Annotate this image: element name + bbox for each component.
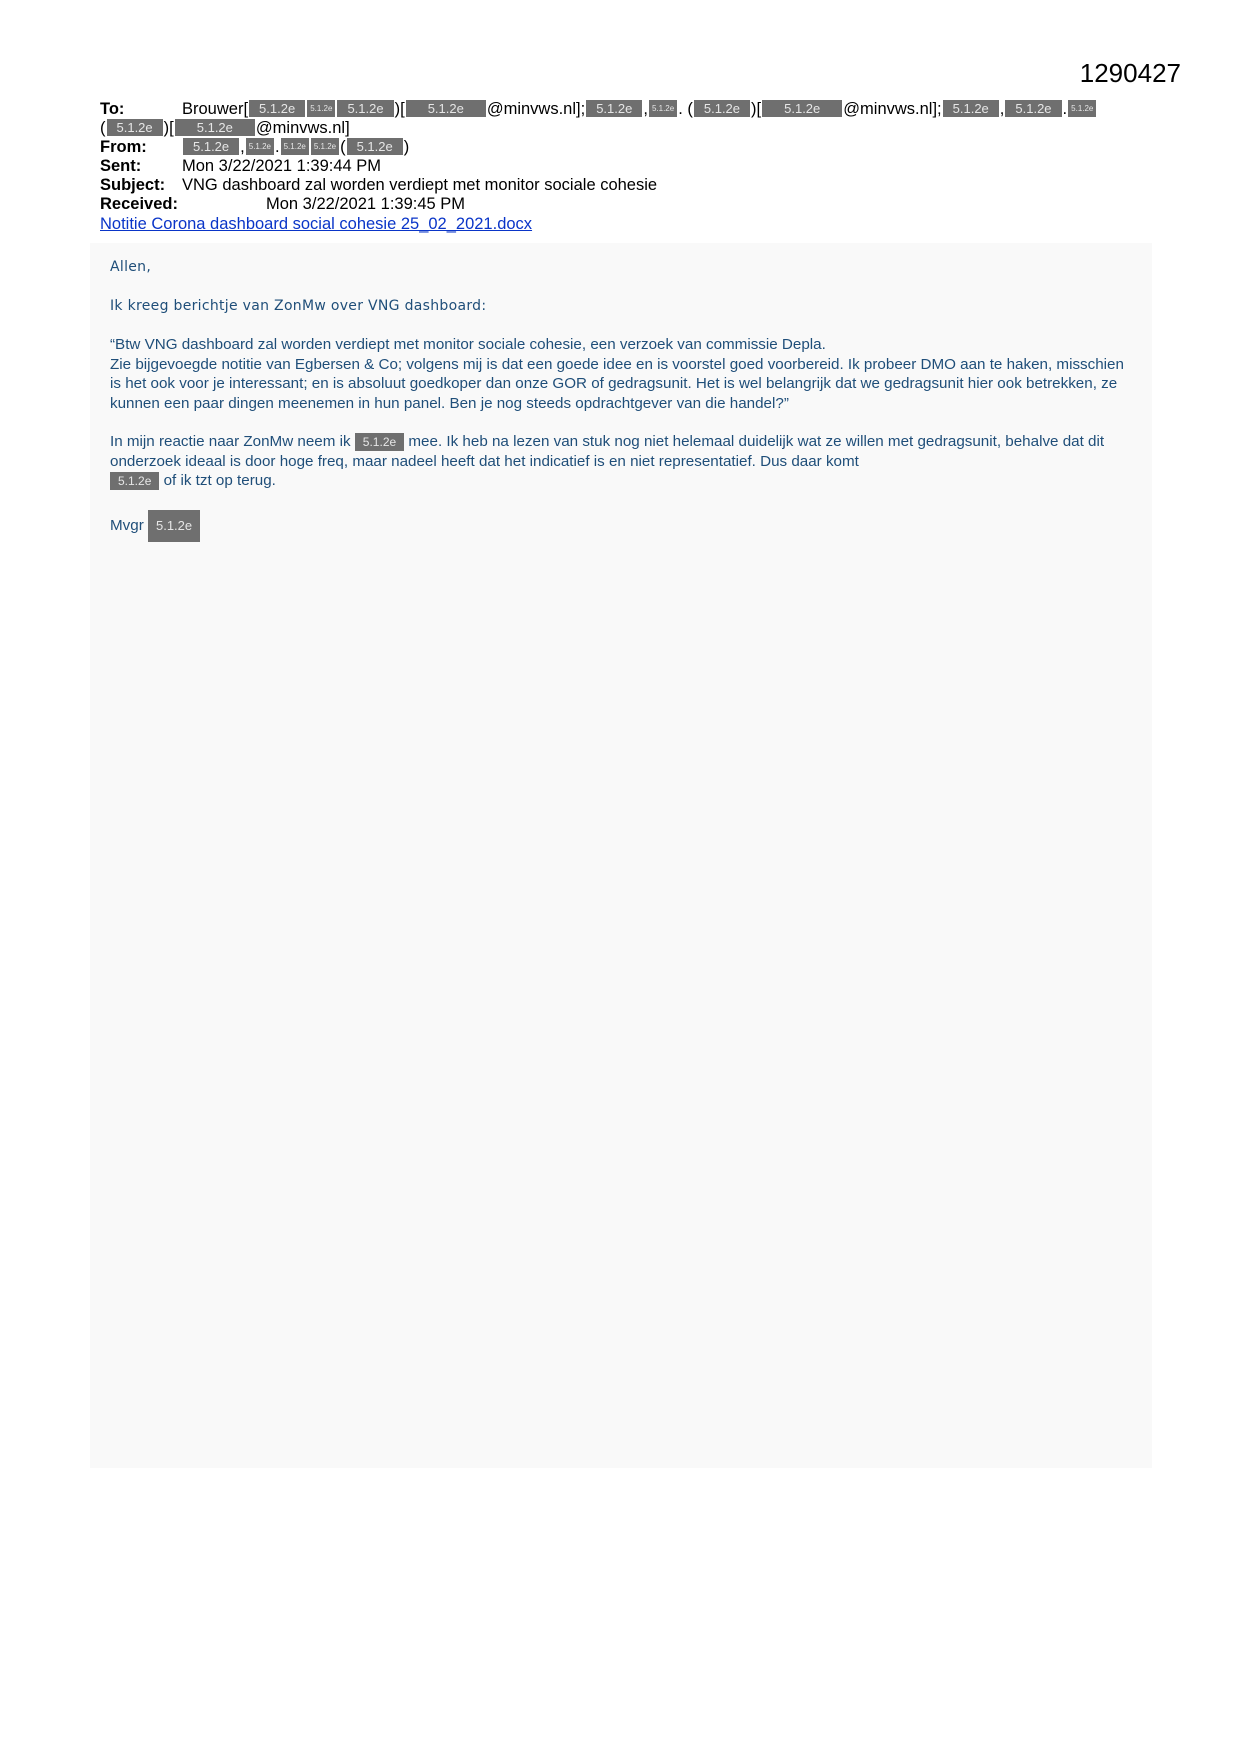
from-text: ( (340, 138, 346, 156)
to-text: . ( (678, 100, 693, 118)
subject-label: Subject: (100, 176, 166, 194)
to-text: @minvws.nl]; (486, 100, 586, 118)
redaction-box: 5.1.2e (110, 472, 159, 490)
subject-value: VNG dashboard zal worden verdiept met monitor sociale cohesie (182, 176, 658, 194)
attachment-row (100, 214, 1140, 234)
to-text: )[ (394, 100, 405, 118)
redaction-box: 5.1.2e (355, 433, 404, 451)
message-body (110, 258, 1130, 561)
to-text: Brouwer[ (182, 100, 249, 118)
from-label: From: (100, 138, 147, 156)
from-text: . (275, 138, 280, 156)
reaction-text: In mijn reactie naar ZonMw neem ik (110, 433, 351, 450)
subject-row (100, 176, 1140, 195)
closing-text: Mvgr (110, 516, 144, 534)
quoted-message (110, 335, 1130, 413)
to-row-continued (100, 119, 1140, 138)
reaction-text: mee. Ik heb na lezen van stuk nog niet helemaal duidelijk wat ze willen met gedragsunit, behalve dat dit onderzoek ideaal is door hoge freq, maar nadeel heeft dat het indicatief is en niet representatief. Dus daar komt (110, 433, 1105, 470)
redaction-box: 5.1.2e (183, 138, 239, 155)
to-text: , (999, 100, 1005, 118)
sent-value: Mon 3/22/2021 1:39:44 PM (182, 157, 382, 175)
to-label: To: (100, 100, 125, 118)
received-value: Mon 3/22/2021 1:39:45 PM (266, 195, 466, 213)
redaction-box: 5.1.2e (943, 100, 999, 117)
from-row (100, 138, 1140, 157)
redaction-box: 5.1.2e (762, 100, 842, 117)
reaction-paragraph (110, 432, 1130, 491)
redaction-box: 5.1.2e (694, 100, 750, 117)
to-text: . (1062, 100, 1068, 118)
redaction-box: 5.1.2e (337, 100, 393, 117)
to-text: )[ (163, 119, 174, 137)
email-header (100, 100, 1140, 234)
intro-line: Ik kreeg berichtje van ZonMw over VNG dashboard: (110, 297, 487, 314)
quote-line-1: “Btw VNG dashboard zal worden verdiept met monitor sociale cohesie, een verzoek van commissie Depla. (110, 336, 826, 353)
to-text: @minvws.nl] (255, 119, 350, 137)
redaction-box: 5.1.2e (649, 100, 677, 117)
closing (110, 510, 1130, 542)
document-number: 1290427 (1079, 58, 1181, 88)
reaction-text: of ik tzt op terug. (163, 472, 276, 489)
redaction-box: 5.1.2e (175, 119, 255, 136)
to-text: @minvws.nl]; (843, 100, 942, 118)
redaction-box: 5.1.2e (246, 138, 274, 155)
from-text: ) (403, 138, 410, 156)
to-row (100, 100, 1140, 119)
sent-row (100, 157, 1140, 176)
received-row (100, 195, 1140, 214)
greeting: Allen, (110, 259, 152, 275)
redaction-box: 5.1.2e (311, 138, 339, 155)
quote-line-2: Zie bijgevoegde notitie van Egbersen & Co; volgens mij is dat een goede idee en is voorstel goed voorbereid. Ik probeer DMO aan te haken, misschien is het ook voor je interessant; en is absoluut goedkoper dan onze GOR of gedragsunit. Het is wel belangrijk dat we gedragsunit hier ook betrekken, ze kunnen een paar dingen meenemen in hun panel. Ben je nog steeds opdrachtgever van die handel?” (110, 355, 1124, 412)
redaction-box: 5.1.2e (1005, 100, 1061, 117)
redaction-box: 5.1.2e (281, 138, 309, 155)
redaction-box: 5.1.2e (406, 100, 486, 117)
redaction-box: 5.1.2e (347, 138, 403, 155)
redaction-box: 5.1.2e (107, 119, 163, 136)
redaction-box: 5.1.2e (1068, 100, 1096, 117)
to-text: , (643, 100, 648, 118)
from-text: , (240, 138, 245, 156)
sent-label: Sent: (100, 157, 142, 175)
redaction-box: 5.1.2e (148, 510, 200, 542)
received-label: Received: (100, 195, 178, 213)
redaction-box: 5.1.2e (249, 100, 305, 117)
redaction-box: 5.1.2e (586, 100, 642, 117)
to-text: )[ (751, 100, 762, 118)
redaction-box: 5.1.2e (307, 100, 335, 117)
attachment-link[interactable]: Notitie Corona dashboard social cohesie 25_02_2021.docx (100, 215, 533, 233)
to-text: ( (100, 119, 106, 137)
